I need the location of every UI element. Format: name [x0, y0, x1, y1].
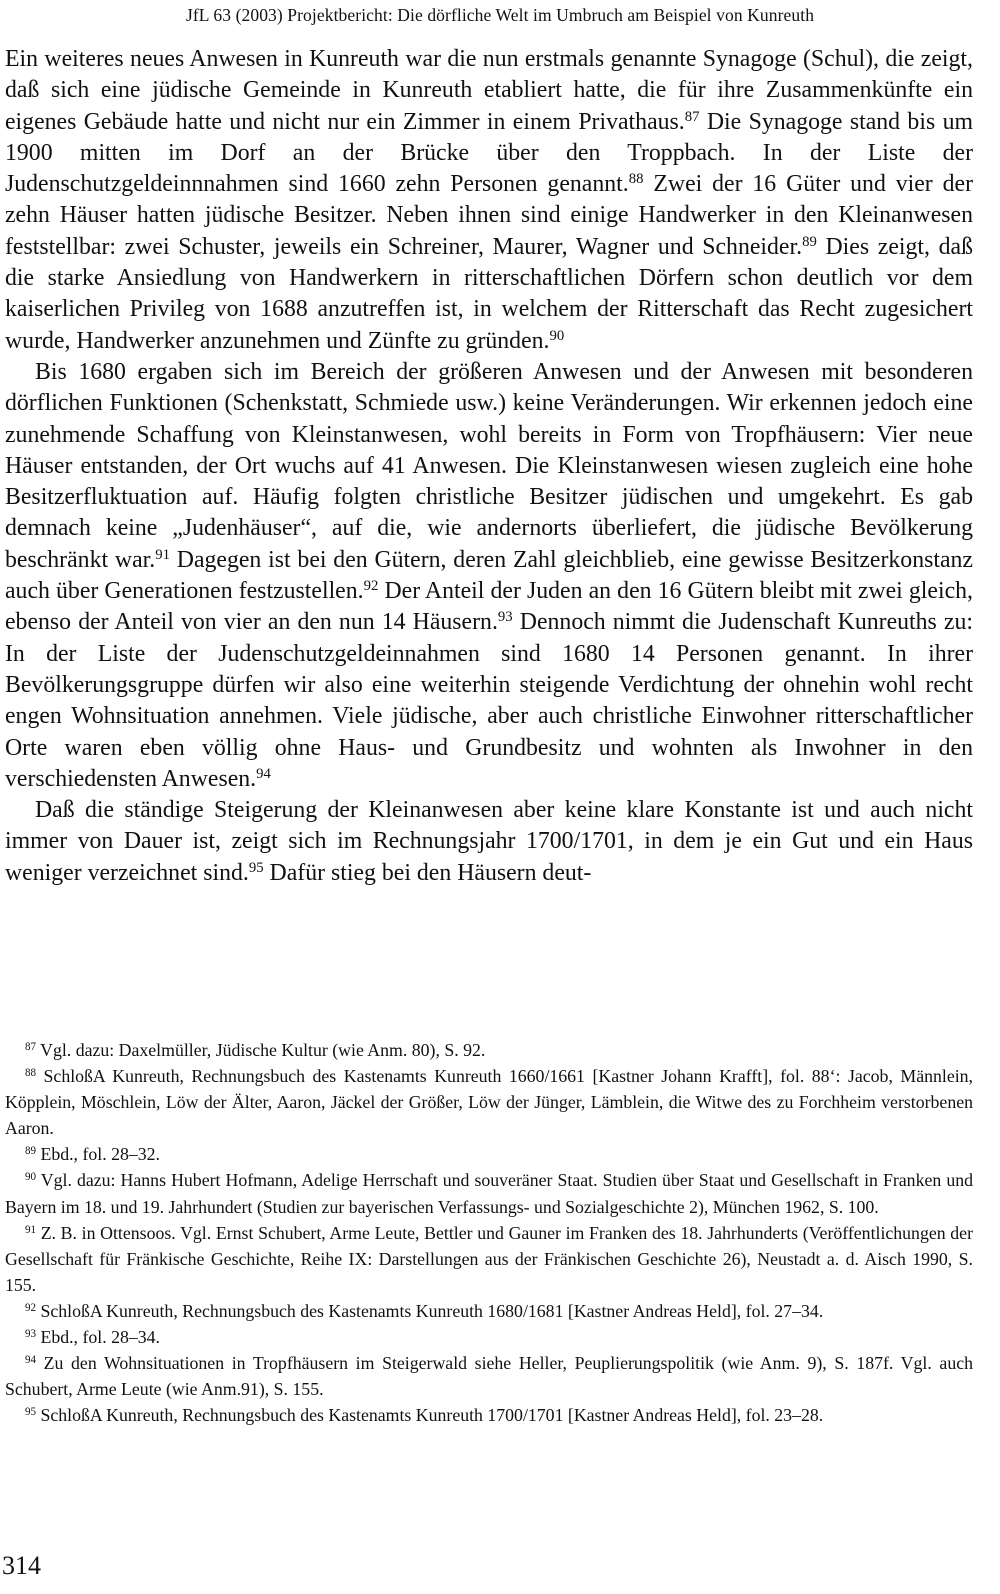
footnote-ref[interactable]: 93: [497, 609, 513, 626]
paragraph-text: Daß die ständige Steigerung der Kleinanwesen aber keine klare Konstante ist und auch nicht immer von Dauer ist, zeigt sich im Rechnungsjahr 1700/1701, in dem je ein Gut und ein Haus weniger verzeichnet sind.: [5, 797, 973, 886]
footnote-number: 87: [25, 1040, 37, 1053]
paragraph-text: Bis 1680 ergaben sich im Bereich der größeren Anwesen und der Anwesen mit besonderen dörflichen Funktionen (Schenkstatt, Schmiede usw.) keine Veränderungen. Wir erkennen jedoch eine zunehmende Schaffung von Kleinstanwesen, wohl bereits in Form von Tropfhäusern: Vier neue Häuser entstanden, der Ort wuchs auf 41 Anwesen. Die Kleinstanwesen wiesen zugleich eine hohe Besitzerfluktuation auf. Häufig folgten christliche Besitzer jüdischen und umgekehrt. Es gab demnach keine „Judenhäuser“, auf die, wie andernorts überliefert, die jüdische Bevölkerung beschränkt war.: [5, 358, 973, 573]
footnote: [5, 1063, 973, 1141]
body-text: [5, 44, 973, 889]
footnote: [5, 1141, 973, 1167]
footnote-number: 94: [25, 1354, 37, 1367]
footnote-text: SchloßA Kunreuth, Rechnungsbuch des Kastenamts Kunreuth 1700/1701 [Kastner Andreas Held], fol. 23–28.: [36, 1405, 824, 1426]
footnote-ref[interactable]: 95: [248, 859, 264, 876]
footnote-ref[interactable]: 90: [549, 327, 565, 344]
footnote-ref[interactable]: 88: [628, 171, 644, 188]
footnote: [5, 1402, 973, 1428]
paragraph-text: Dies zeigt, daß die starke Ansiedlung von Handwerkern in ritterschaftlichen Dörfern schon deutlich vor dem kaiserlichen Privileg von 1688 anzutreffen ist, in welchem der Ritterschaft das Recht zugesichert wurde, Handwerker anzunehmen und Zünfte zu gründen.: [5, 233, 973, 354]
footnote: [5, 1324, 973, 1350]
paragraph-text: Die Synagoge stand bis um 1900 mitten im Dorf an der Brücke über den Troppbach. In der Liste der Judenschutzgeldeinnnahmen sind 1660 zehn Personen genannt.: [5, 108, 973, 198]
page-number: 314: [2, 1551, 41, 1580]
footnote: [5, 1350, 973, 1402]
footnote-text: Ebd., fol. 28–34.: [36, 1327, 160, 1348]
footnote-ref[interactable]: 87: [684, 108, 700, 125]
footnote-number: 93: [25, 1327, 37, 1340]
footnote-text: Zu den Wohnsituationen in Tropfhäusern im Steigerwald siehe Heller, Peuplierungspolitik (wie Anm. 9), S. 187f. Vgl. auch Schubert, Arme Leute (wie Anm.91), S. 155.: [5, 1353, 973, 1400]
footnotes: [5, 1037, 973, 1428]
footnote-number: 92: [25, 1301, 37, 1314]
footnote-ref[interactable]: 91: [155, 546, 170, 563]
footnote-text: Z. B. in Ottensoos. Vgl. Ernst Schubert, Arme Leute, Bettler und Gauner im Franken des 18. Jahrhunderts (Veröffentlichungen der Gesellschaft für Fränkische Geschichte, Reihe IX: Darstellungen aus der Fränkischen Geschichte 26), Neustadt a. d. Aisch 1990, S. 155.: [5, 1222, 973, 1295]
footnote-number: 91: [25, 1223, 37, 1236]
footnote-text: SchloßA Kunreuth, Rechnungsbuch des Kastenamts Kunreuth 1660/1661 [Kastner Johann Krafft], fol. 88‘: Jacob, Männlein, Köpplein, Möschlein, Löw der Älter, Aaron, Jäckel der Größer, Löw der Jünger, Lämblein, die Witwe des zu Forchheim verstorbenen Aaron.: [5, 1066, 973, 1139]
paragraph-3: [5, 795, 973, 889]
paragraph-text: Dennoch nimmt die Judenschaft Kunreuths zu: In der Liste der Judenschutzgeldeinnahmen sind 1680 14 Personen genannt. In ihrer Bevölkerungsgruppe dürfen wir also eine weiterhin steigende Verdichtung der ohnehin wohl recht engen Wohnsituation annehmen. Viele jüdische, aber auch christliche Einwohner ritterschaftlicher Orte waren eben völlig ohne Haus- und Grundbesitz und wohnten als Inwohner in den verschiedensten Anwesen.: [5, 609, 973, 792]
footnote-number: 90: [25, 1171, 37, 1184]
paragraph-text: Zwei der 16 Güter und vier der zehn Häuser hatten jüdische Besitzer. Neben ihnen sind einige Handwerker in den Kleinanwesen feststellbar: zwei Schuster, jeweils ein Schreiner, Maurer, Wagner und Schneider.: [5, 171, 973, 260]
paragraph-1: [5, 44, 973, 357]
footnote: [5, 1037, 973, 1063]
paragraph-2: [5, 357, 973, 795]
footnote-text: Ebd., fol. 28–32.: [36, 1144, 160, 1165]
paragraph-text: Der Anteil der Juden an den 16 Gütern bleibt mit zwei gleich, ebenso der Anteil von vier an den nun 14 Häusern.: [5, 578, 973, 636]
footnote-number: 88: [25, 1067, 37, 1080]
footnote-text: SchloßA Kunreuth, Rechnungsbuch des Kastenamts Kunreuth 1680/1681 [Kastner Andreas Held], fol. 27–34.: [36, 1300, 824, 1321]
paragraph-text: Ein weiteres neues Anwesen in Kunreuth war die nun erstmals genannte Synagoge (Schul), die zeigt, daß sich eine jüdische Gemeinde in Kunreuth etabliert hatte, die für ihre Zusammenkünfte ein eigenes Gebäude hatte und nicht nur ein Zimmer in einem Privathaus.: [5, 46, 973, 135]
footnote-text: Vgl. dazu: Daxelmüller, Jüdische Kultur (wie Anm. 80), S. 92.: [36, 1040, 486, 1060]
footnote-text: Vgl. dazu: Hanns Hubert Hofmann, Adelige Herrschaft und souveräner Staat. Studien über Staat und Gesellschaft in Franken und Bayern im 18. und 19. Jahrhundert (Studien zur bayerischen Verfassungs- und Sozialgeschichte 2), München 1962, S. 100.: [5, 1170, 973, 1217]
footnote-ref[interactable]: 92: [363, 577, 379, 594]
paragraph-text: Dagegen ist bei den Gütern, deren Zahl gleichblieb, eine gewisse Besitzerkonstanz auch über Generationen festzustellen.: [5, 546, 973, 605]
footnote: [5, 1167, 973, 1219]
footnote-number: 95: [25, 1406, 37, 1419]
footnote: [5, 1220, 973, 1298]
footnote: [5, 1298, 973, 1324]
running-header: JfL 63 (2003) Projektbericht: Die dörfliche Welt im Umbruch am Beispiel von Kunreuth: [185, 5, 815, 25]
paragraph-text: Dafür stieg bei den Häusern deut-: [263, 859, 592, 886]
footnote-number: 89: [25, 1145, 37, 1158]
footnote-ref[interactable]: 89: [802, 233, 817, 250]
footnote-ref[interactable]: 94: [256, 765, 271, 782]
